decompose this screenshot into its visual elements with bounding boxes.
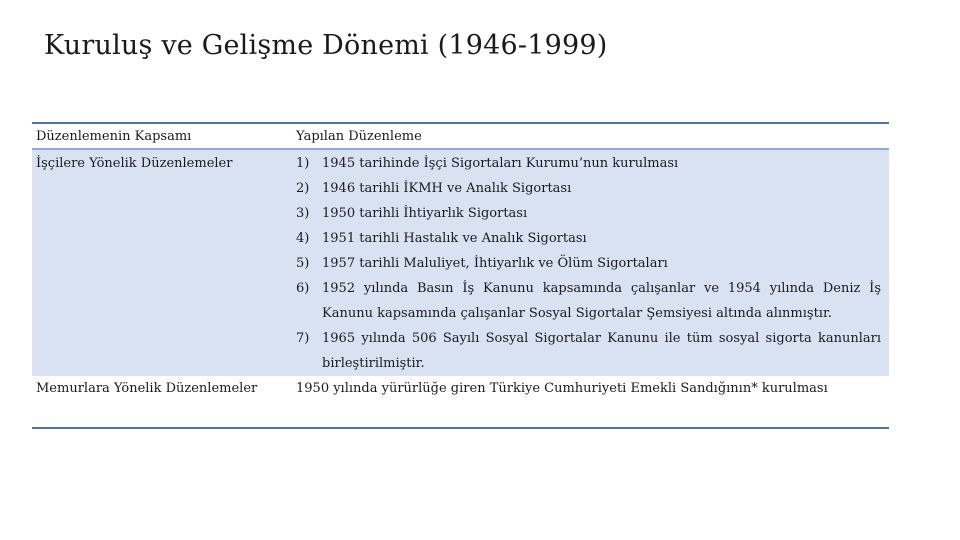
- list-item: 4) 1951 tarihli Hastalık ve Analık Sigortası: [296, 231, 587, 246]
- row-scope-workers: İşçilere Yönelik Düzenlemeler: [36, 156, 233, 171]
- row-scope-civil-servants: Memurlara Yönelik Düzenlemeler: [36, 381, 258, 396]
- list-item: 6) 1952 yılında Basın İş Kanunu kapsamında çalışanlar ve 1954 yılında Deniz İş Kanunu kapsamında çalışanlar Sosyal Sigortalar Şemsiyesi altında alınmıştır.: [296, 281, 881, 321]
- list-item: 7) 1965 yılında 506 Sayılı Sosyal Sigortalar Kanunu ile tüm sosyal sigorta kanunları birleştirilmiştir.: [296, 331, 881, 371]
- table-header: [32, 124, 889, 150]
- regulations-table: [32, 122, 889, 429]
- list-item: 2) 1946 tarihli İKMH ve Analık Sigortası: [296, 181, 572, 196]
- row-regulation-civil-servants: 1950 yılında yürürlüğe giren Türkiye Cumhuriyeti Emekli Sandığının* kurulması: [296, 381, 828, 396]
- table-row: [32, 150, 889, 376]
- table-row: [32, 376, 889, 401]
- list-item: 3) 1950 tarihli İhtiyarlık Sigortası: [296, 206, 528, 221]
- table-spacer: [32, 401, 889, 427]
- header-scope: Düzenlemenin Kapsamı: [36, 128, 192, 144]
- header-regulation: Yapılan Düzenleme: [296, 128, 422, 144]
- page-title: Kuruluş ve Gelişme Dönemi (1946-1999): [44, 30, 608, 61]
- list-item: 1) 1945 tarihinde İşçi Sigortaları Kurumu’nun kurulması: [296, 156, 679, 171]
- row-regulations-workers: [296, 151, 889, 376]
- list-item: 5) 1957 tarihli Maluliyet, İhtiyarlık ve Ölüm Sigortaları: [296, 256, 668, 271]
